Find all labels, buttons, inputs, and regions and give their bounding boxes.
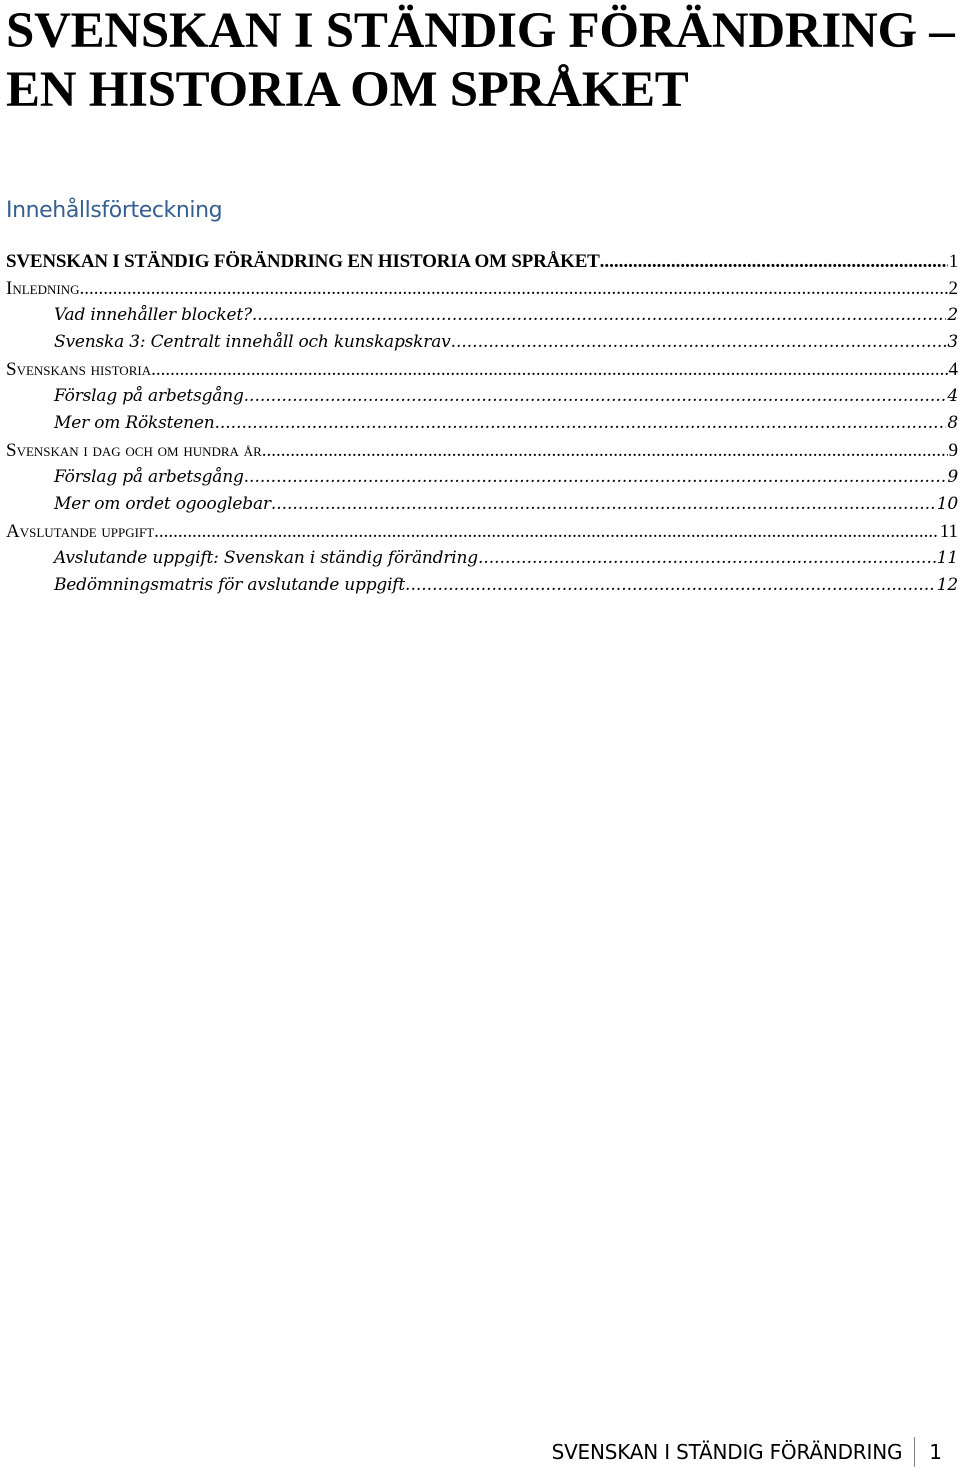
toc-entry-label: Mer om ordet ogooglebar [54,494,271,514]
toc-entry-page: 10 [936,494,958,514]
toc-entry-label: Vad innehåller blocket? [54,305,252,325]
toc-entry-page: 9 [948,440,958,461]
toc-entry-svenskan-i-dag[interactable] [6,437,958,464]
toc-dot-leader [478,545,936,572]
table-of-contents [6,248,958,599]
toc-entry-label: Avslutande uppgift [6,521,155,542]
toc-entry-label: Svenskan i dag och om hundra år [6,440,262,461]
page-footer [552,1434,942,1470]
toc-entry-page: 11 [936,548,958,568]
toc-entry-label: Förslag på arbetsgång [54,467,244,487]
toc-entry-centralt-innehall[interactable] [6,329,958,356]
toc-dot-leader [154,518,939,545]
toc-entry-label: SVENSKAN I STÄNDIG FÖRÄNDRING EN HISTORIA OM SPRÅKET [6,251,600,272]
toc-entry-avslutande-uppgift[interactable] [6,518,958,545]
toc-entry-page: 3 [947,332,958,352]
toc-dot-leader [451,329,947,356]
toc-entry-page: 8 [947,413,958,433]
toc-heading: Innehållsförteckning [6,198,223,223]
page-title-line-2: EN HISTORIA OM SPRÅKET [6,62,689,118]
toc-entry-label: Svenskans historia [6,359,152,380]
page-title [6,2,956,120]
toc-entry-svenskans-historia[interactable] [6,356,958,383]
toc-dot-leader [79,275,947,302]
toc-entry-label: Avslutande uppgift: Svenskan i ständig förändring [54,548,478,568]
toc-dot-leader [244,464,947,491]
toc-entry-main-title[interactable] [6,248,958,275]
toc-entry-mer-om-ogooglebar[interactable] [6,491,958,518]
toc-entry-page: 2 [948,278,958,299]
toc-dot-leader [262,437,948,464]
toc-entry-forslag-arbetsgang-2[interactable] [6,464,958,491]
toc-entry-mer-om-rokstenen[interactable] [6,410,958,437]
toc-entry-label: Förslag på arbetsgång [54,386,244,406]
toc-dot-leader [151,356,947,383]
toc-entry-bedomningsmatris[interactable] [6,572,958,599]
footer-page-number: 1 [929,1440,942,1464]
toc-entry-label: Mer om Rökstenen [54,413,215,433]
toc-dot-leader [405,572,936,599]
toc-dot-leader [244,383,947,410]
toc-entry-page: 4 [947,386,958,406]
toc-dot-leader [214,410,946,437]
toc-dot-leader [271,491,936,518]
toc-entry-vad-innehaller-blocket[interactable] [6,302,958,329]
toc-entry-inledning[interactable] [6,275,958,302]
toc-dot-leader [252,302,947,329]
toc-entry-avslutande-uppgift-svenskan[interactable] [6,545,958,572]
toc-entry-page: 11 [939,521,958,542]
toc-entry-label: Bedömningsmatris för avslutande uppgift [54,575,406,595]
page-title-line-1: SVENSKAN I STÄNDIG FÖRÄNDRING – [6,3,955,59]
toc-entry-page: 2 [947,305,958,325]
toc-entry-label: Inledning [6,278,80,299]
toc-entry-label: Svenska 3: Centralt innehåll och kunskapskrav [54,332,451,352]
toc-entry-page: 4 [948,359,958,380]
toc-dot-leader [600,248,948,275]
footer-title: SVENSKAN I STÄNDIG FÖRÄNDRING [551,1440,903,1464]
toc-entry-page: 1 [948,251,958,272]
toc-entry-page: 9 [947,467,958,487]
toc-entry-forslag-arbetsgang-1[interactable] [6,383,958,410]
toc-entry-page: 12 [936,575,958,595]
